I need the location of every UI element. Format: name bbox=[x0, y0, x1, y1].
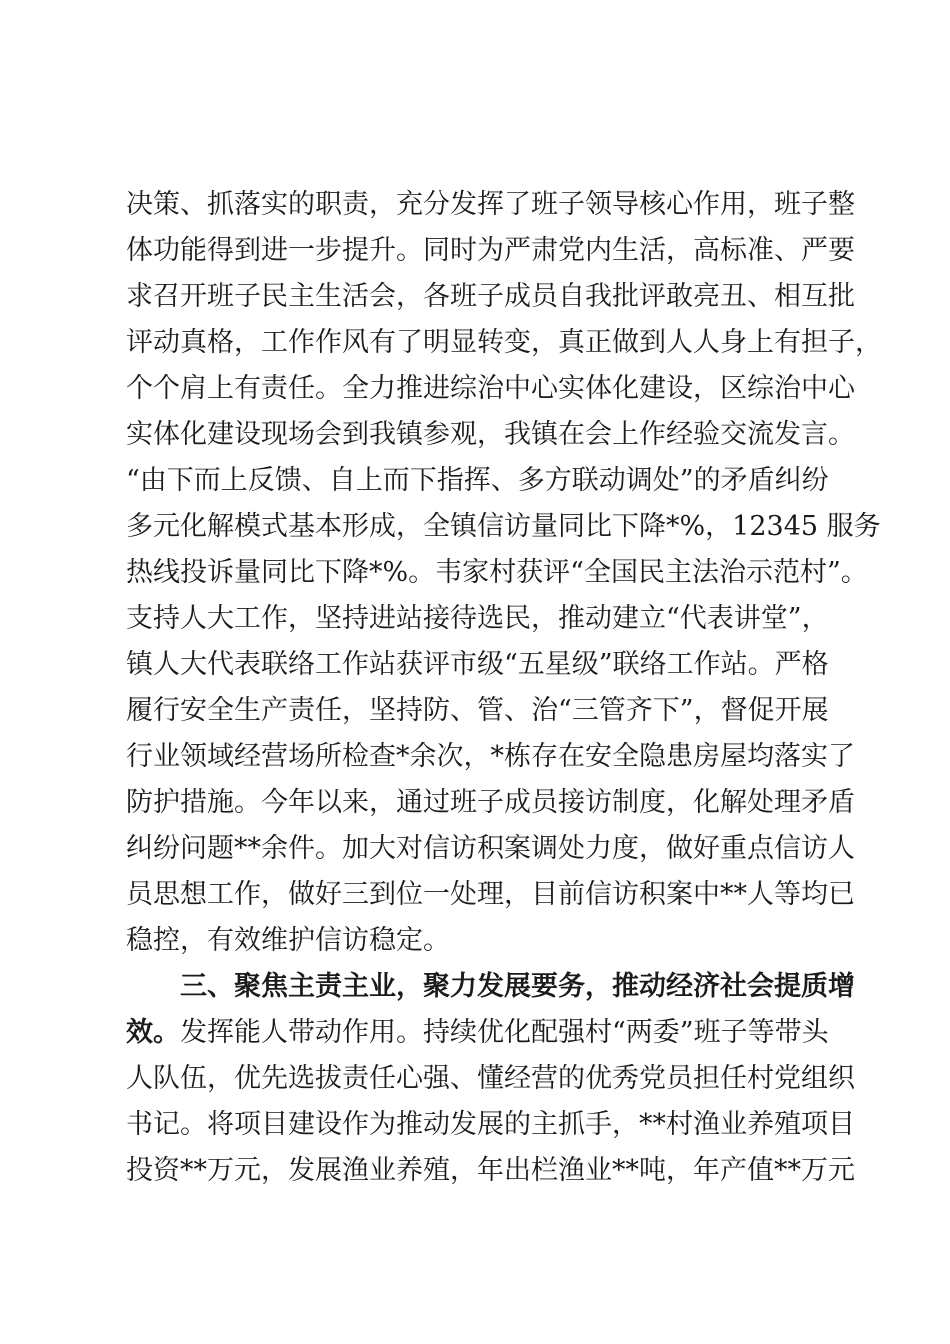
section-heading-continuation bbox=[126, 1011, 828, 1055]
section-heading: 三、聚焦主责主业，聚力发展要务，推动经济社会提质增 bbox=[180, 971, 855, 1002]
text-line: 评动真格，工作作风有了明显转变，真正做到人人身上有担子， bbox=[126, 327, 882, 358]
text-line: 人队伍，优先选拔责任心强、懂经营的优秀党员担任村党组织 bbox=[126, 1063, 855, 1094]
text-line: 员思想工作，做好三到位一处理，目前信访积案中**人等均已 bbox=[126, 879, 855, 910]
text-line: 热线投诉量同比下降*%。韦家村获评“全国民主法治示范村”。 bbox=[126, 557, 868, 588]
text-line: 实体化建设现场会到我镇参观，我镇在会上作经验交流发言。 bbox=[126, 419, 855, 450]
text-line: 镇人大代表联络工作站获评市级“五星级”联络工作站。严格 bbox=[126, 649, 829, 680]
text-line: 决策、抓落实的职责，充分发挥了班子领导核心作用，班子整 bbox=[126, 189, 855, 220]
text-line: 行业领域经营场所检查*余次，*栋存在安全隐患房屋均落实了 bbox=[126, 741, 855, 772]
text-line: 多元化解模式基本形成，全镇信访量同比下降*%，12345 服务 bbox=[126, 511, 881, 542]
text-line: 书记。将项目建设作为推动发展的主抓手，**村渔业养殖项目 bbox=[126, 1109, 855, 1140]
section-body-start: 发挥能人带动作用。持续优化配强村“两委”班子等带头 bbox=[180, 1017, 829, 1048]
text-line: 防护措施。今年以来，通过班子成员接访制度，化解处理矛盾 bbox=[126, 787, 855, 818]
text-line: 支持人大工作，坚持进站接待选民，推动建立“代表讲堂”， bbox=[126, 603, 829, 634]
text-line: 稳控，有效维护信访稳定。 bbox=[126, 925, 450, 956]
text-line: 投资**万元，发展渔业养殖，年出栏渔业**吨，年产值**万元 bbox=[126, 1155, 855, 1186]
text-line: “由下而上反馈、自上而下指挥、多方联动调处”的矛盾纠纷 bbox=[126, 465, 829, 496]
text-line: 履行安全生产责任，坚持防、管、治“三管齐下”，督促开展 bbox=[126, 695, 829, 726]
text-line: 个个肩上有责任。全力推进综治中心实体化建设，区综治中心 bbox=[126, 373, 855, 404]
text-line: 求召开班子民主生活会，各班子成员自我批评敢亮丑、相互批 bbox=[126, 281, 855, 312]
section-heading-end: 效。 bbox=[126, 1017, 180, 1048]
text-line: 纠纷问题**余件。加大对信访积案调处力度，做好重点信访人 bbox=[126, 833, 855, 864]
text-line: 体功能得到进一步提升。同时为严肃党内生活，高标准、严要 bbox=[126, 235, 855, 266]
